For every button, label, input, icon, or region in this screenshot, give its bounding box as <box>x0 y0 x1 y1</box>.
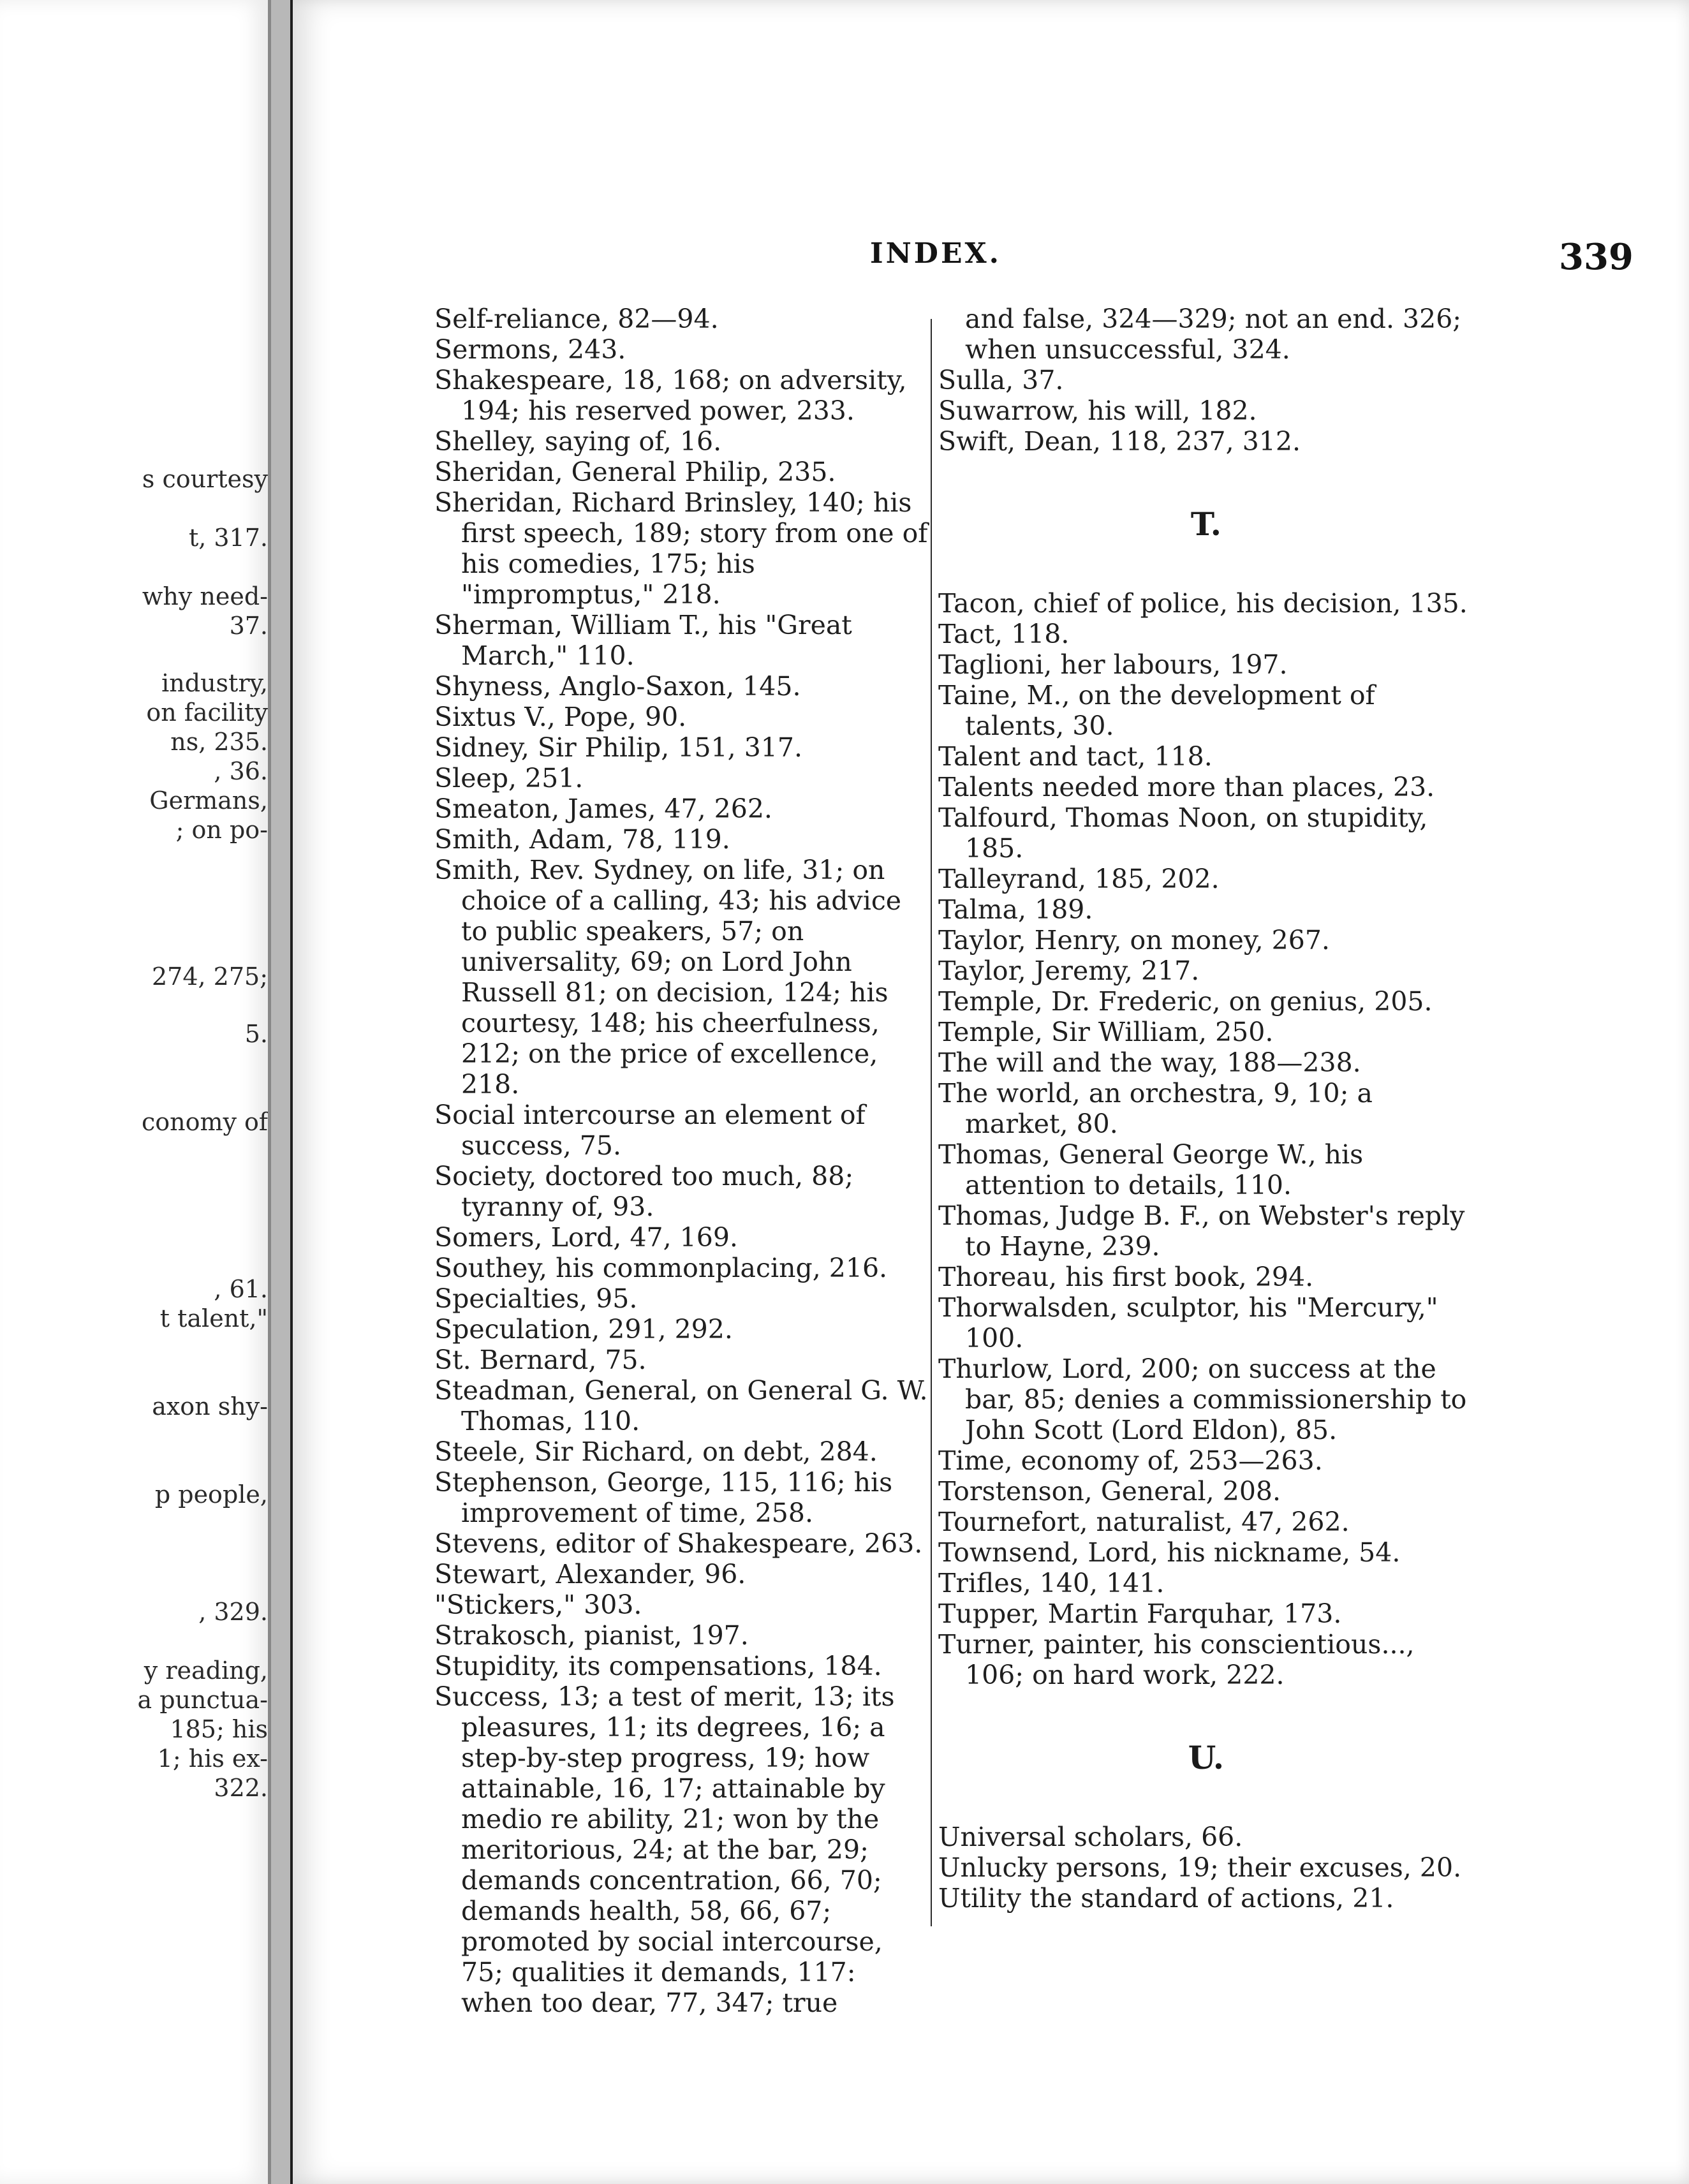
index-entry: Tournefort, naturalist, 47, 262. <box>938 1507 1350 1537</box>
index-entry: Stupidity, its compensations, 184. <box>434 1651 882 1681</box>
index-entry: Social intercourse an element of success, 75. <box>434 1100 866 1161</box>
index-entry: Society, doctored too much, 88; tyranny of, 93. <box>434 1161 854 1222</box>
index-entry: The will and the way, 188—238. <box>938 1047 1361 1078</box>
index-entry: Thurlow, Lord, 200; on success at the bar, 85; denies a commissionership to John Scott (Lord Eldon), 85. <box>938 1354 1467 1445</box>
left-page-fragment: t, 317. <box>188 524 268 552</box>
index-entry: The world, an orchestra, 9, 10; a market, 80. <box>938 1078 1373 1139</box>
left-page-fragment: on facility <box>146 698 268 727</box>
left-page-fragment: Germans, <box>149 786 268 815</box>
left-page-fragment: , 61. <box>214 1275 268 1303</box>
index-entry: Sheridan, Richard Brinsley, 140; his first speech, 189; story from one of his comedies, 175; his "impromptus," 218. <box>434 487 928 610</box>
index-entry: Shakespeare, 18, 168; on adversity, 194; his reserved power, 233. <box>434 365 907 426</box>
left-page-edge <box>0 0 271 2184</box>
index-entry: Sulla, 37. <box>938 365 1064 395</box>
index-entry: Stephenson, George, 115, 116; his improvement of time, 258. <box>434 1467 893 1528</box>
left-page-fragment: t talent," <box>159 1304 268 1332</box>
index-entry: Specialties, 95. <box>434 1283 638 1314</box>
left-page-fragment: axon shy- <box>152 1392 268 1420</box>
index-entry: Tacon, chief of police, his decision, 135. <box>938 588 1468 619</box>
left-page-fragment: 5. <box>244 1020 268 1048</box>
index-entry: Thorwalsden, sculptor, his "Mercury," 100. <box>938 1292 1438 1354</box>
index-entry: Sleep, 251. <box>434 763 584 793</box>
index-entry: Taine, M., on the development of talents, 30. <box>938 680 1375 741</box>
index-column-right <box>938 304 1474 1914</box>
book-gutter <box>271 0 290 2184</box>
left-page-fragment: p people, <box>154 1480 268 1509</box>
index-entry: Stevens, editor of Shakespeare, 263. <box>434 1528 923 1559</box>
index-entry: Thomas, General George W., his attention to details, 110. <box>938 1139 1364 1200</box>
index-entry: Universal scholars, 66. <box>938 1822 1243 1852</box>
running-head: INDEX. <box>870 237 1001 270</box>
index-entry: Tupper, Martin Farquhar, 173. <box>938 1598 1342 1629</box>
index-entry: Taylor, Henry, on money, 267. <box>938 925 1330 956</box>
index-entry: Taglioni, her labours, 197. <box>938 649 1288 680</box>
left-page-fragment: conomy of <box>141 1108 268 1136</box>
index-entry: Trifles, 140, 141. <box>938 1568 1165 1598</box>
index-entry: Success, 13; a test of merit, 13; its pleasures, 11; its degrees, 16; a step-by-step progress, 19; how attainable, 16, 17; attainable by medio re ability, 21; won by the meritorious, 24; at the bar, 29; demands concentration, 66, 70; demands health, 58, 66, 67; promoted by social intercourse, 75; qualities it demands, 117: when too dear, 77, 347; true <box>434 1681 895 2018</box>
left-page-fragment: , 36. <box>214 757 268 785</box>
index-entry: Talleyrand, 185, 202. <box>938 864 1220 894</box>
index-column-left <box>434 304 932 2018</box>
index-entry: Smeaton, James, 47, 262. <box>434 793 772 824</box>
index-entries-s-tail <box>938 365 1474 457</box>
index-entry: Townsend, Lord, his nickname, 54. <box>938 1537 1401 1568</box>
left-page-fragment: y reading, <box>144 1656 268 1685</box>
page-number: 339 <box>1559 236 1634 278</box>
index-entry: Talent and tact, 118. <box>938 741 1213 772</box>
index-entry: "Stickers," 303. <box>434 1590 642 1620</box>
index-page <box>290 0 1689 2184</box>
index-entry: Smith, Rev. Sydney, on life, 31; on choice of a calling, 43; his advice to public speakers, 57; on universality, 69; on Lord John Russell 81; on decision, 124; his courtesy, 148; his cheerfulness, 212; on the price of excellence, 218. <box>434 855 902 1100</box>
index-entry: Sermons, 243. <box>434 334 626 365</box>
index-entry: Smith, Adam, 78, 119. <box>434 824 730 855</box>
index-entry: Southey, his commonplacing, 216. <box>434 1253 888 1283</box>
index-entry: Taylor, Jeremy, 217. <box>938 956 1200 986</box>
index-entry: Unlucky persons, 19; their excuses, 20. <box>938 1852 1462 1883</box>
index-entry: Thomas, Judge B. F., on Webster's reply to Hayne, 239. <box>938 1200 1465 1262</box>
index-entry-continuation: and false, 324—329; not an end. 326; when unsuccessful, 324. <box>965 304 1462 365</box>
index-entry: Sheridan, General Philip, 235. <box>434 457 836 487</box>
index-entry: Self-reliance, 82—94. <box>434 304 719 334</box>
index-entry: Sixtus V., Pope, 90. <box>434 702 687 732</box>
index-entry: Strakosch, pianist, 197. <box>434 1620 749 1651</box>
left-page-fragment: 37. <box>229 612 268 640</box>
index-entry: Speculation, 291, 292. <box>434 1314 733 1345</box>
left-page-fragment: s courtesy <box>142 465 268 493</box>
index-entry: Steadman, General, on General G. W. Thomas, 110. <box>434 1375 928 1436</box>
left-page-fragment: industry, <box>161 669 268 697</box>
index-entry: Shelley, saying of, 16. <box>434 426 722 457</box>
left-page-fragment: 1; his ex- <box>157 1745 268 1773</box>
section-letter-t: T. <box>1190 505 1222 543</box>
index-entry: Sidney, Sir Philip, 151, 317. <box>434 732 802 763</box>
index-entry: Utility the standard of actions, 21. <box>938 1883 1394 1914</box>
index-entry: Temple, Sir William, 250. <box>938 1017 1274 1047</box>
index-entries-u <box>938 1822 1474 1914</box>
index-entry: Swift, Dean, 118, 237, 312. <box>938 426 1301 457</box>
index-entries-t <box>938 588 1474 1690</box>
index-entry: Somers, Lord, 47, 169. <box>434 1222 738 1253</box>
index-entry: Talents needed more than places, 23. <box>938 772 1435 802</box>
index-entry: Time, economy of, 253—263. <box>938 1445 1323 1476</box>
index-entry: Steele, Sir Richard, on debt, 284. <box>434 1436 878 1467</box>
index-entry: Thoreau, his first book, 294. <box>938 1262 1314 1292</box>
index-entry: Suwarrow, his will, 182. <box>938 395 1257 426</box>
section-letter-u: U. <box>1188 1739 1225 1776</box>
index-entry: Talfourd, Thomas Noon, on stupidity, 185. <box>938 802 1428 864</box>
left-page-fragment: ns, 235. <box>170 728 268 756</box>
left-page-fragment: ; on po- <box>175 816 268 844</box>
index-entry: Talma, 189. <box>938 894 1093 925</box>
index-entry: Sherman, William T., his "Great March," 110. <box>434 610 852 671</box>
left-page-fragment: why need- <box>142 582 268 610</box>
index-entry: Temple, Dr. Frederic, on genius, 205. <box>938 986 1433 1017</box>
index-entry: Shyness, Anglo-Saxon, 145. <box>434 671 801 702</box>
index-entry: Turner, painter, his conscientious..., 106; on hard work, 222. <box>938 1629 1415 1690</box>
left-page-fragment: 274, 275; <box>151 963 268 991</box>
left-page-fragment: , 329. <box>198 1598 268 1626</box>
left-page-fragment: 185; his <box>170 1715 268 1743</box>
left-page-fragment: a punctua- <box>137 1686 268 1714</box>
left-page-fragment: 322. <box>214 1774 268 1802</box>
index-entry: Torstenson, General, 208. <box>938 1476 1281 1507</box>
index-entry: Tact, 118. <box>938 619 1070 649</box>
index-entry: Stewart, Alexander, 96. <box>434 1559 746 1590</box>
index-entry: St. Bernard, 75. <box>434 1345 647 1375</box>
